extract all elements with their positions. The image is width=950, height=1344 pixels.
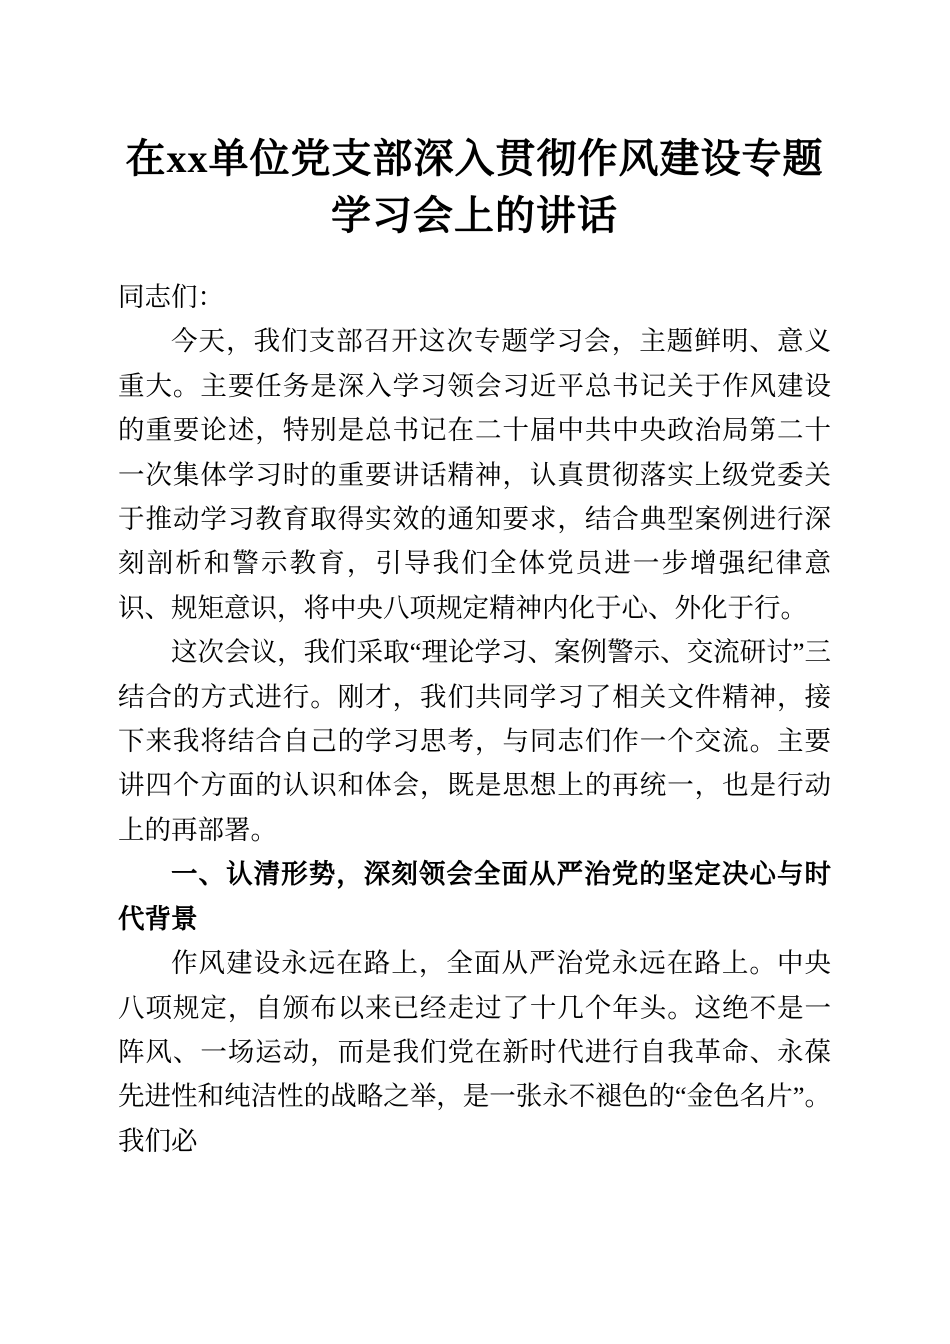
salutation-line: 同志们： [118,282,224,312]
section-1-heading: 一、认清形势，深刻领会全面从严治党的坚定决心与时代背景 [118,859,831,934]
paragraph-meeting-format: 这次会议，我们采取“理论学习、案例警示、交流研讨”三结合的方式进行。刚才，我们共同学习了相关文件精神，接下来我将结合自己的学习思考，与同志们作一个交流。主要讲四个方面的认识和体会，既是思想上的再统一，也是行动上的再部署。 [118,637,831,845]
document-title: 在xx单位党支部深入贯彻作风建设专题学习会上的讲话 [125,136,824,238]
paragraph-opening: 今天，我们支部召开这次专题学习会，主题鲜明、意义重大。主要任务是深入学习领会习近平总书记关于作风建设的重要论述，特别是总书记在二十届中共中央政治局第二十一次集体学习时的重要讲话精神，认真贯彻落实上级党委关于推动学习教育取得实效的通知要求，结合典型案例进行深刻剖析和警示教育，引导我们全体党员进一步增强纪律意识、规矩意识，将中央八项规定精神内化于心、外化于行。 [118,326,831,623]
document-body [118,275,831,1163]
paragraph-section-1-body: 作风建设永远在路上，全面从严治党永远在路上。中央八项规定，自颁布以来已经走过了十几个年头。这绝不是一阵风、一场运动，而是我们党在新时代进行自我革命、永葆先进性和纯洁性的战略之举，是一张永不褪色的“金色名片”。我们必 [118,948,831,1156]
